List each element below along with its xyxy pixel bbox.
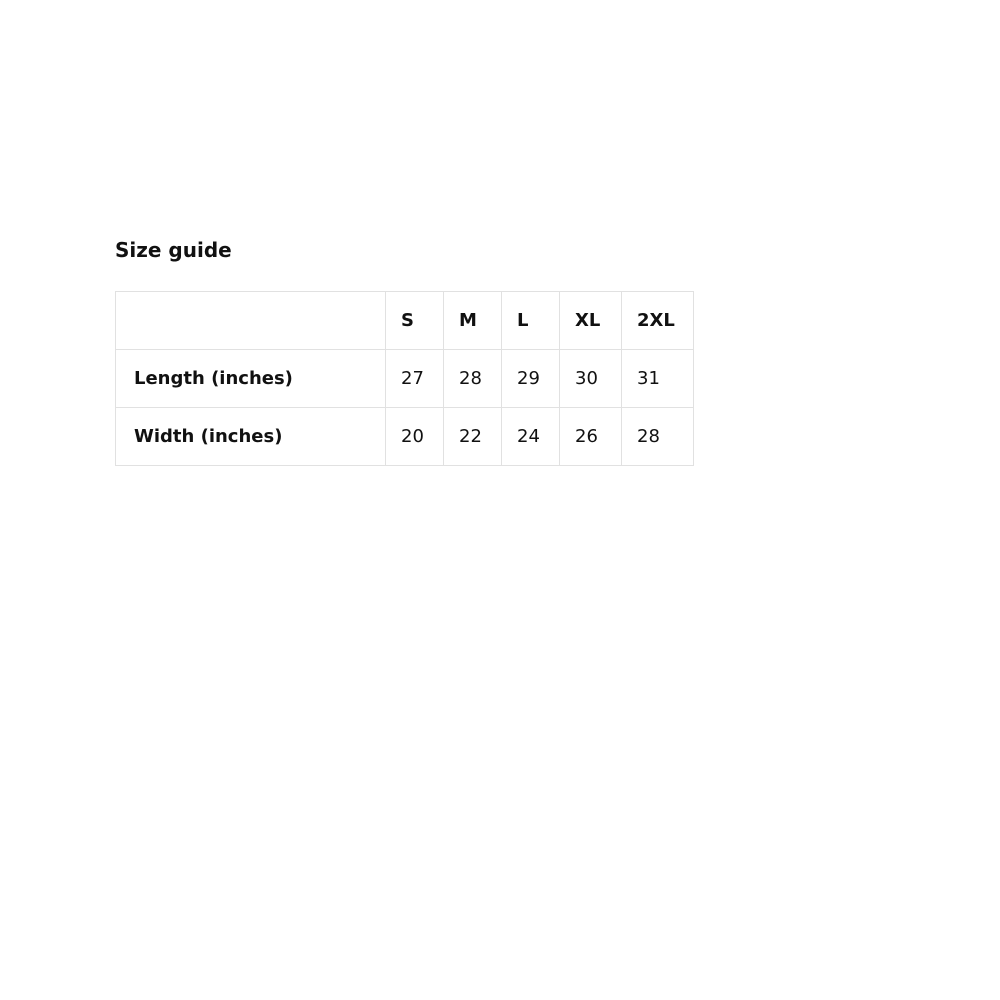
column-header-2xl: 2XL <box>622 292 694 350</box>
length-value-xl: 30 <box>560 350 622 408</box>
column-header-l: L <box>502 292 560 350</box>
size-guide-table <box>115 291 694 466</box>
length-value-2xl: 31 <box>622 350 694 408</box>
width-value-s: 20 <box>386 408 444 466</box>
table-header-row <box>116 292 694 350</box>
table-row-length <box>116 350 694 408</box>
empty-corner-cell <box>116 292 386 350</box>
column-header-xl: XL <box>560 292 622 350</box>
table-row-width <box>116 408 694 466</box>
column-header-m: M <box>444 292 502 350</box>
row-label-length: Length (inches) <box>116 350 386 408</box>
row-label-width: Width (inches) <box>116 408 386 466</box>
length-value-m: 28 <box>444 350 502 408</box>
width-value-m: 22 <box>444 408 502 466</box>
length-value-l: 29 <box>502 350 560 408</box>
width-value-xl: 26 <box>560 408 622 466</box>
width-value-l: 24 <box>502 408 560 466</box>
length-value-s: 27 <box>386 350 444 408</box>
column-header-s: S <box>386 292 444 350</box>
size-guide-title: Size guide <box>115 238 232 262</box>
width-value-2xl: 28 <box>622 408 694 466</box>
